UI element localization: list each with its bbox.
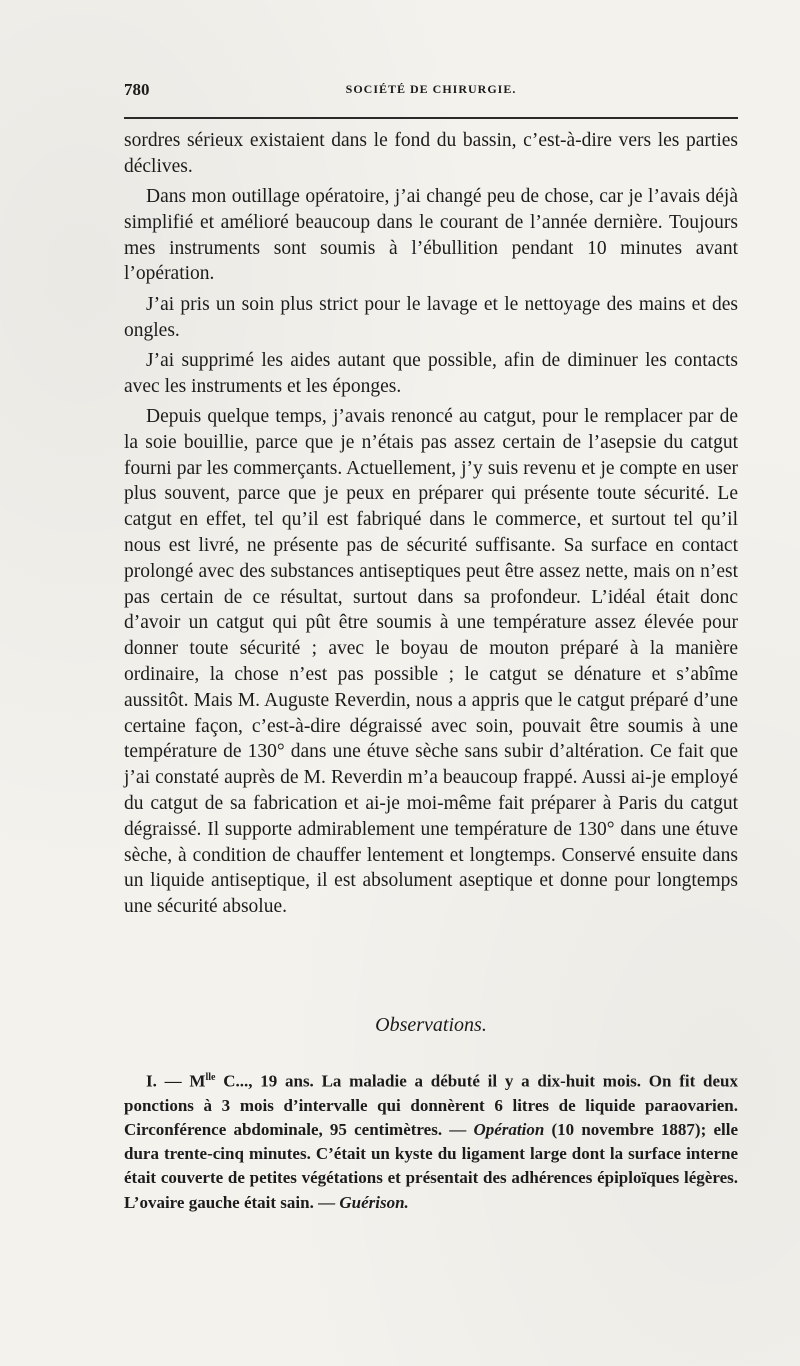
patient-prefix: M [189,1071,206,1091]
observation-entry [124,1066,738,1215]
observation-numeral: I. — [146,1071,182,1091]
header-rule [124,117,738,119]
page-number: 780 [124,80,150,99]
body-text [124,128,738,924]
paragraph: Dans mon outillage opératoire, j’ai changé peu de chose, car je l’avais déjà simplifié et amélioré beaucoup dans le courant de l’année dernière. Toujours mes instruments sont soumis à l’ébullition pendant 10 minutes avant l’opération. [124,186,738,285]
section-title: Observations. [375,1014,487,1036]
observation-text: C..., 19 ans. La maladie a débuté il y a dix-huit mois. On fit deux ponctions à 3 mois d’intervalle qui donnèrent 6 litres de liquide paraovarien. Circonférence abdominale, 95 centimètres. — [124,1071,738,1140]
paragraph: J’ai pris un soin plus strict pour le lavage et le nettoyage des mains et des ongles. [124,293,738,341]
paragraph: J’ai supprimé les aides autant que possible, afin de diminuer les contacts avec les instruments et les éponges. [124,349,738,397]
paragraph: Depuis quelque temps, j’avais renoncé au catgut, pour le remplacer par de la soie bouillie, parce que je n’étais pas assez certain de l’asepsie du catgut fourni par les commerçants. Actuellement, j’y suis revenu et je compte en user plus souvent, parce que je peux en préparer qui présente toute sécurité. Le catgut en effet, tel qu’il est fabriqué dans le commerce, et surtout tel qu’il nous est livré, ne présente pas de sécurité suffisante. Sa surface en contact prolongé avec des substances antiseptiques peut être assez nette, mais on n’est pas certain de ce résultat, surtout dans sa profondeur. L’idéal était donc d’avoir un catgut qui pût être soumis à une température assez élevée pour donner toute sécurité ; avec le boyau de mouton préparé à la manière ordinaire, la chose n’est pas possible ; le catgut se dénature et s’abîme aussitôt. Mais M. Auguste Reverdin, nous a appris que le catgut préparé d’une certaine façon, c’est-à-dire dégraissé avec soin, pouvait être soumis à une température de 130° dans une étuve sèche sans subir d’altération. Ce fait que j’ai constaté auprès de M. Reverdin m’a beaucoup frappé. Aussi ai-je employé du catgut de sa fabrication et ai-je moi-même fait préparer à Paris du catgut dégraissé. Il supporte admirablement une température de 130° dans une étuve sèche, à condition de chauffer lentement et longtemps. Conservé ensuite dans un liquide antiseptique, il est absolument aseptique et donne pour longtemps une sécurité absolue. [124,405,738,918]
observation-paragraph [124,1066,738,1215]
result-label: Guérison. [339,1192,409,1212]
operation-label: Opération [473,1120,545,1140]
page-header [124,80,738,100]
patient-superscript: lle [205,1072,216,1083]
paragraph: sordres sérieux existaient dans le fond du bassin, c’est-à-dire vers les parties déclives. [124,130,738,177]
running-head: SOCIÉTÉ DE CHIRURGIE. [345,82,517,96]
observation-text-2: (10 novembre 1887); elle dura trente-cinq minutes. C’était un kyste du ligament large dont la surface interne était couverte de petites végétations et présentait des adhérences épiploïques légères. L’ovaire gauche était sain. — [124,1120,738,1212]
